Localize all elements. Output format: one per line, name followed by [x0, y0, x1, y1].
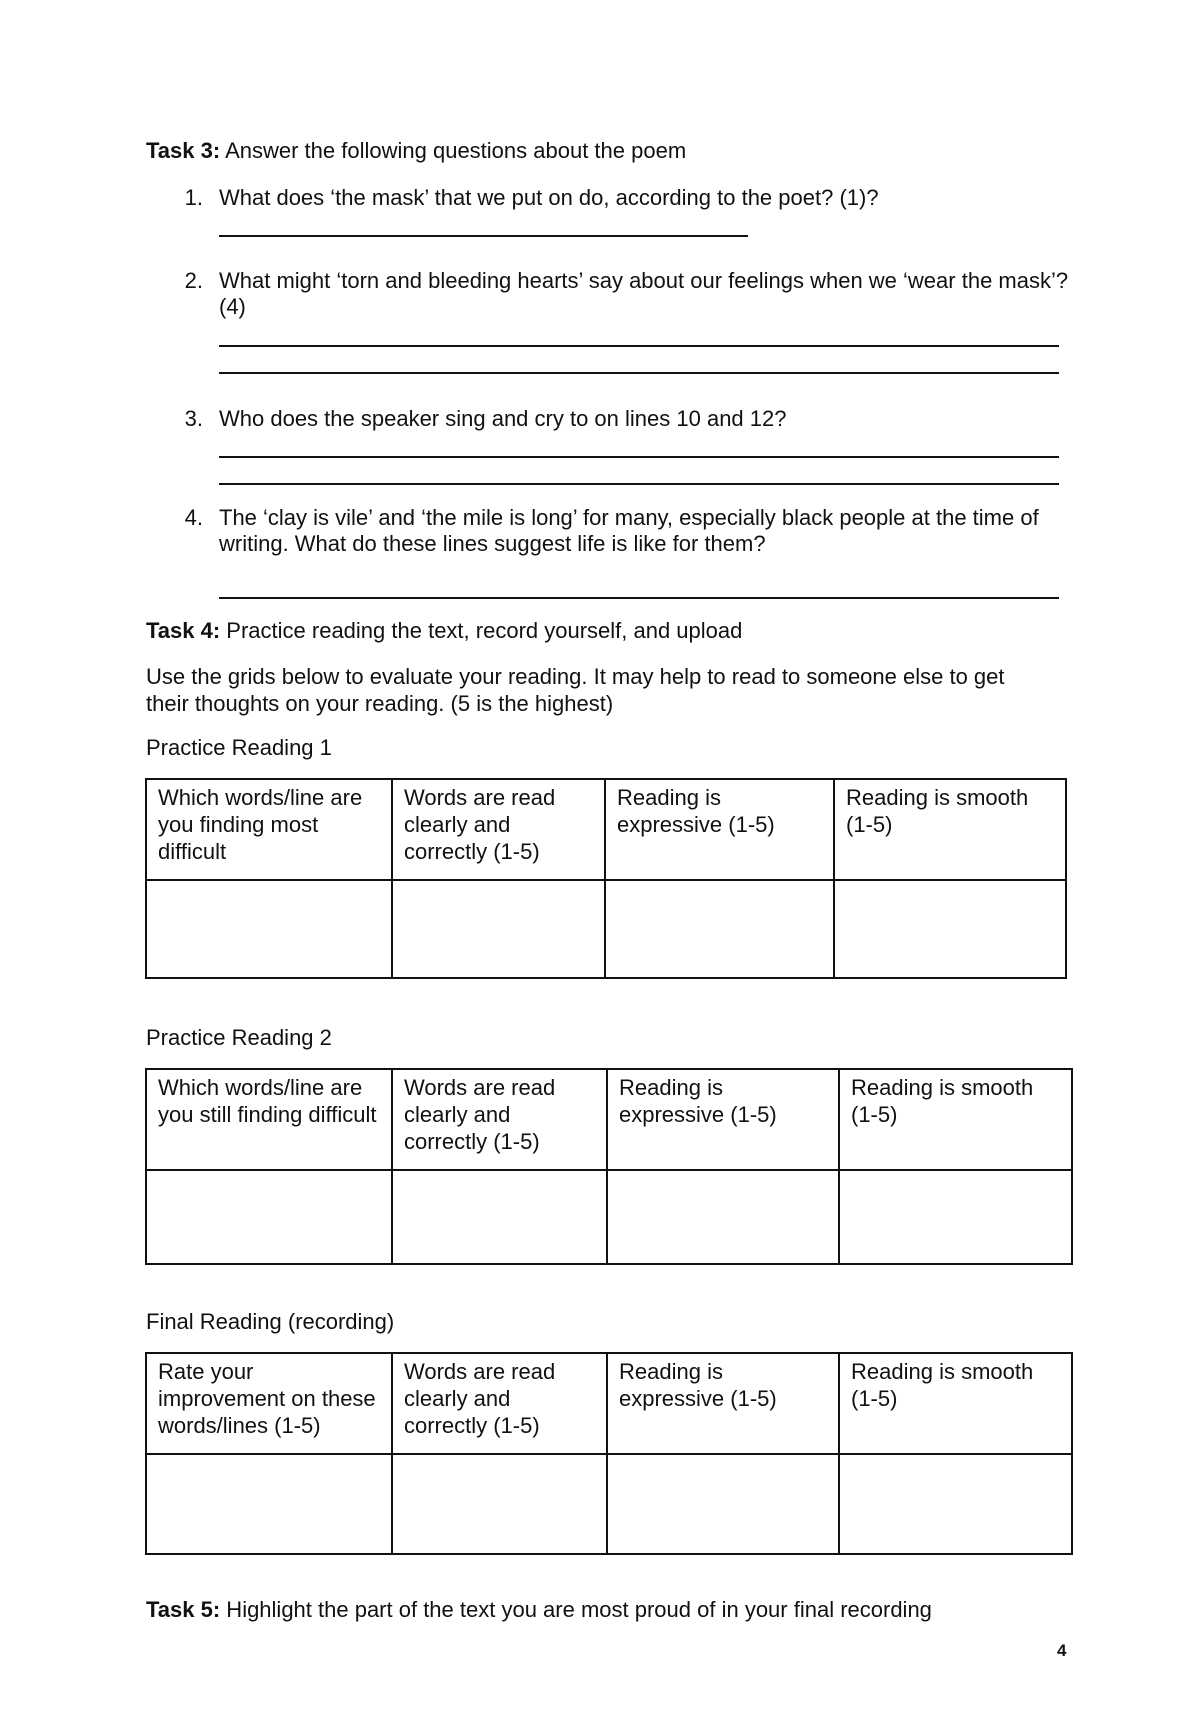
answer-line[interactable] [219, 456, 1059, 458]
grid-answer-cell[interactable] [607, 1170, 839, 1264]
grid-answer-cell[interactable] [146, 880, 392, 978]
grid-header-cell: Reading is expressive (1-5) [605, 779, 834, 880]
grid-header-cell: Words are read clearly and correctly (1-5) [392, 1069, 607, 1170]
task4-instructions: Use the grids below to evaluate your reading. It may help to read to someone else to get their thoughts on your reading. (5 is the highest) [146, 664, 1005, 716]
answer-line[interactable] [219, 345, 1059, 347]
grid-answer-row [146, 1170, 1072, 1264]
page-number: 4 [1057, 1641, 1067, 1660]
grid-header-cell: Reading is smooth (1-5) [839, 1353, 1072, 1454]
task5-label: Task 5: [146, 1597, 221, 1622]
evaluation-grid-3 [145, 1352, 1073, 1555]
task3-label: Task 3: [146, 138, 221, 163]
grid-header-cell: Reading is smooth (1-5) [839, 1069, 1072, 1170]
grid-answer-cell[interactable] [607, 1454, 839, 1554]
task3-text: Answer the following questions about the poem [220, 138, 687, 163]
grid-title: Final Reading (recording) [146, 1309, 395, 1334]
question-text: What might ‘torn and bleeding hearts’ say about our feelings when we ‘wear the mask’? (4) [219, 268, 1069, 319]
grid-answer-cell[interactable] [839, 1454, 1072, 1554]
question-text: The ‘clay is vile’ and ‘the mile is long’ for many, especially black people at the time of writing. What do these lines suggest life is like for them? [219, 505, 1039, 556]
question-number: 4. [184, 505, 203, 530]
grid-answer-cell[interactable] [392, 1454, 607, 1554]
answer-line[interactable] [219, 235, 748, 237]
evaluation-grid-1 [145, 778, 1067, 979]
grid-answer-cell[interactable] [605, 880, 834, 978]
answer-line[interactable] [219, 483, 1059, 485]
task4-label: Task 4: [146, 618, 221, 643]
grid-header-cell: Rate your improvement on these words/lines (1-5) [146, 1353, 392, 1454]
grid-header-cell: Which words/line are you still finding difficult [146, 1069, 392, 1170]
grid-answer-row [146, 880, 1066, 978]
question-text: What does ‘the mask’ that we put on do, according to the poet? (1)? [219, 185, 879, 210]
grid-answer-row [146, 1454, 1072, 1554]
grid-answer-cell[interactable] [392, 1170, 607, 1264]
grid-answer-cell[interactable] [834, 880, 1066, 978]
grid-title: Practice Reading 1 [146, 735, 332, 760]
grid-header-cell: Reading is smooth (1-5) [834, 779, 1066, 880]
grid-header-row [146, 779, 1066, 880]
grid-answer-cell[interactable] [146, 1454, 392, 1554]
evaluation-grid-2 [145, 1068, 1073, 1265]
grid-header-cell: Words are read clearly and correctly (1-5) [392, 779, 605, 880]
question-number: 1. [184, 185, 203, 210]
answer-line[interactable] [219, 372, 1059, 374]
grid-header-cell: Reading is expressive (1-5) [607, 1069, 839, 1170]
task3-heading [146, 137, 686, 165]
grid-answer-cell[interactable] [392, 880, 605, 978]
grid-answer-cell[interactable] [146, 1170, 392, 1264]
grid-header-cell: Reading is expressive (1-5) [607, 1353, 839, 1454]
question-number: 3. [184, 406, 203, 431]
grid-answer-cell[interactable] [839, 1170, 1072, 1264]
question-number: 2. [184, 268, 203, 293]
grid-header-cell: Words are read clearly and correctly (1-5) [392, 1353, 607, 1454]
question-text: Who does the speaker sing and cry to on lines 10 and 12? [219, 406, 787, 431]
grid-header-row [146, 1069, 1072, 1170]
task4-heading [146, 617, 742, 645]
task4-text: Practice reading the text, record yourself, and upload [220, 618, 743, 643]
grid-header-row [146, 1353, 1072, 1454]
grid-title: Practice Reading 2 [146, 1025, 332, 1050]
task5-heading [146, 1596, 932, 1624]
grid-header-cell: Which words/line are you finding most difficult [146, 779, 392, 880]
task5-text: Highlight the part of the text you are most proud of in your final recording [220, 1597, 932, 1622]
answer-line[interactable] [219, 597, 1059, 599]
